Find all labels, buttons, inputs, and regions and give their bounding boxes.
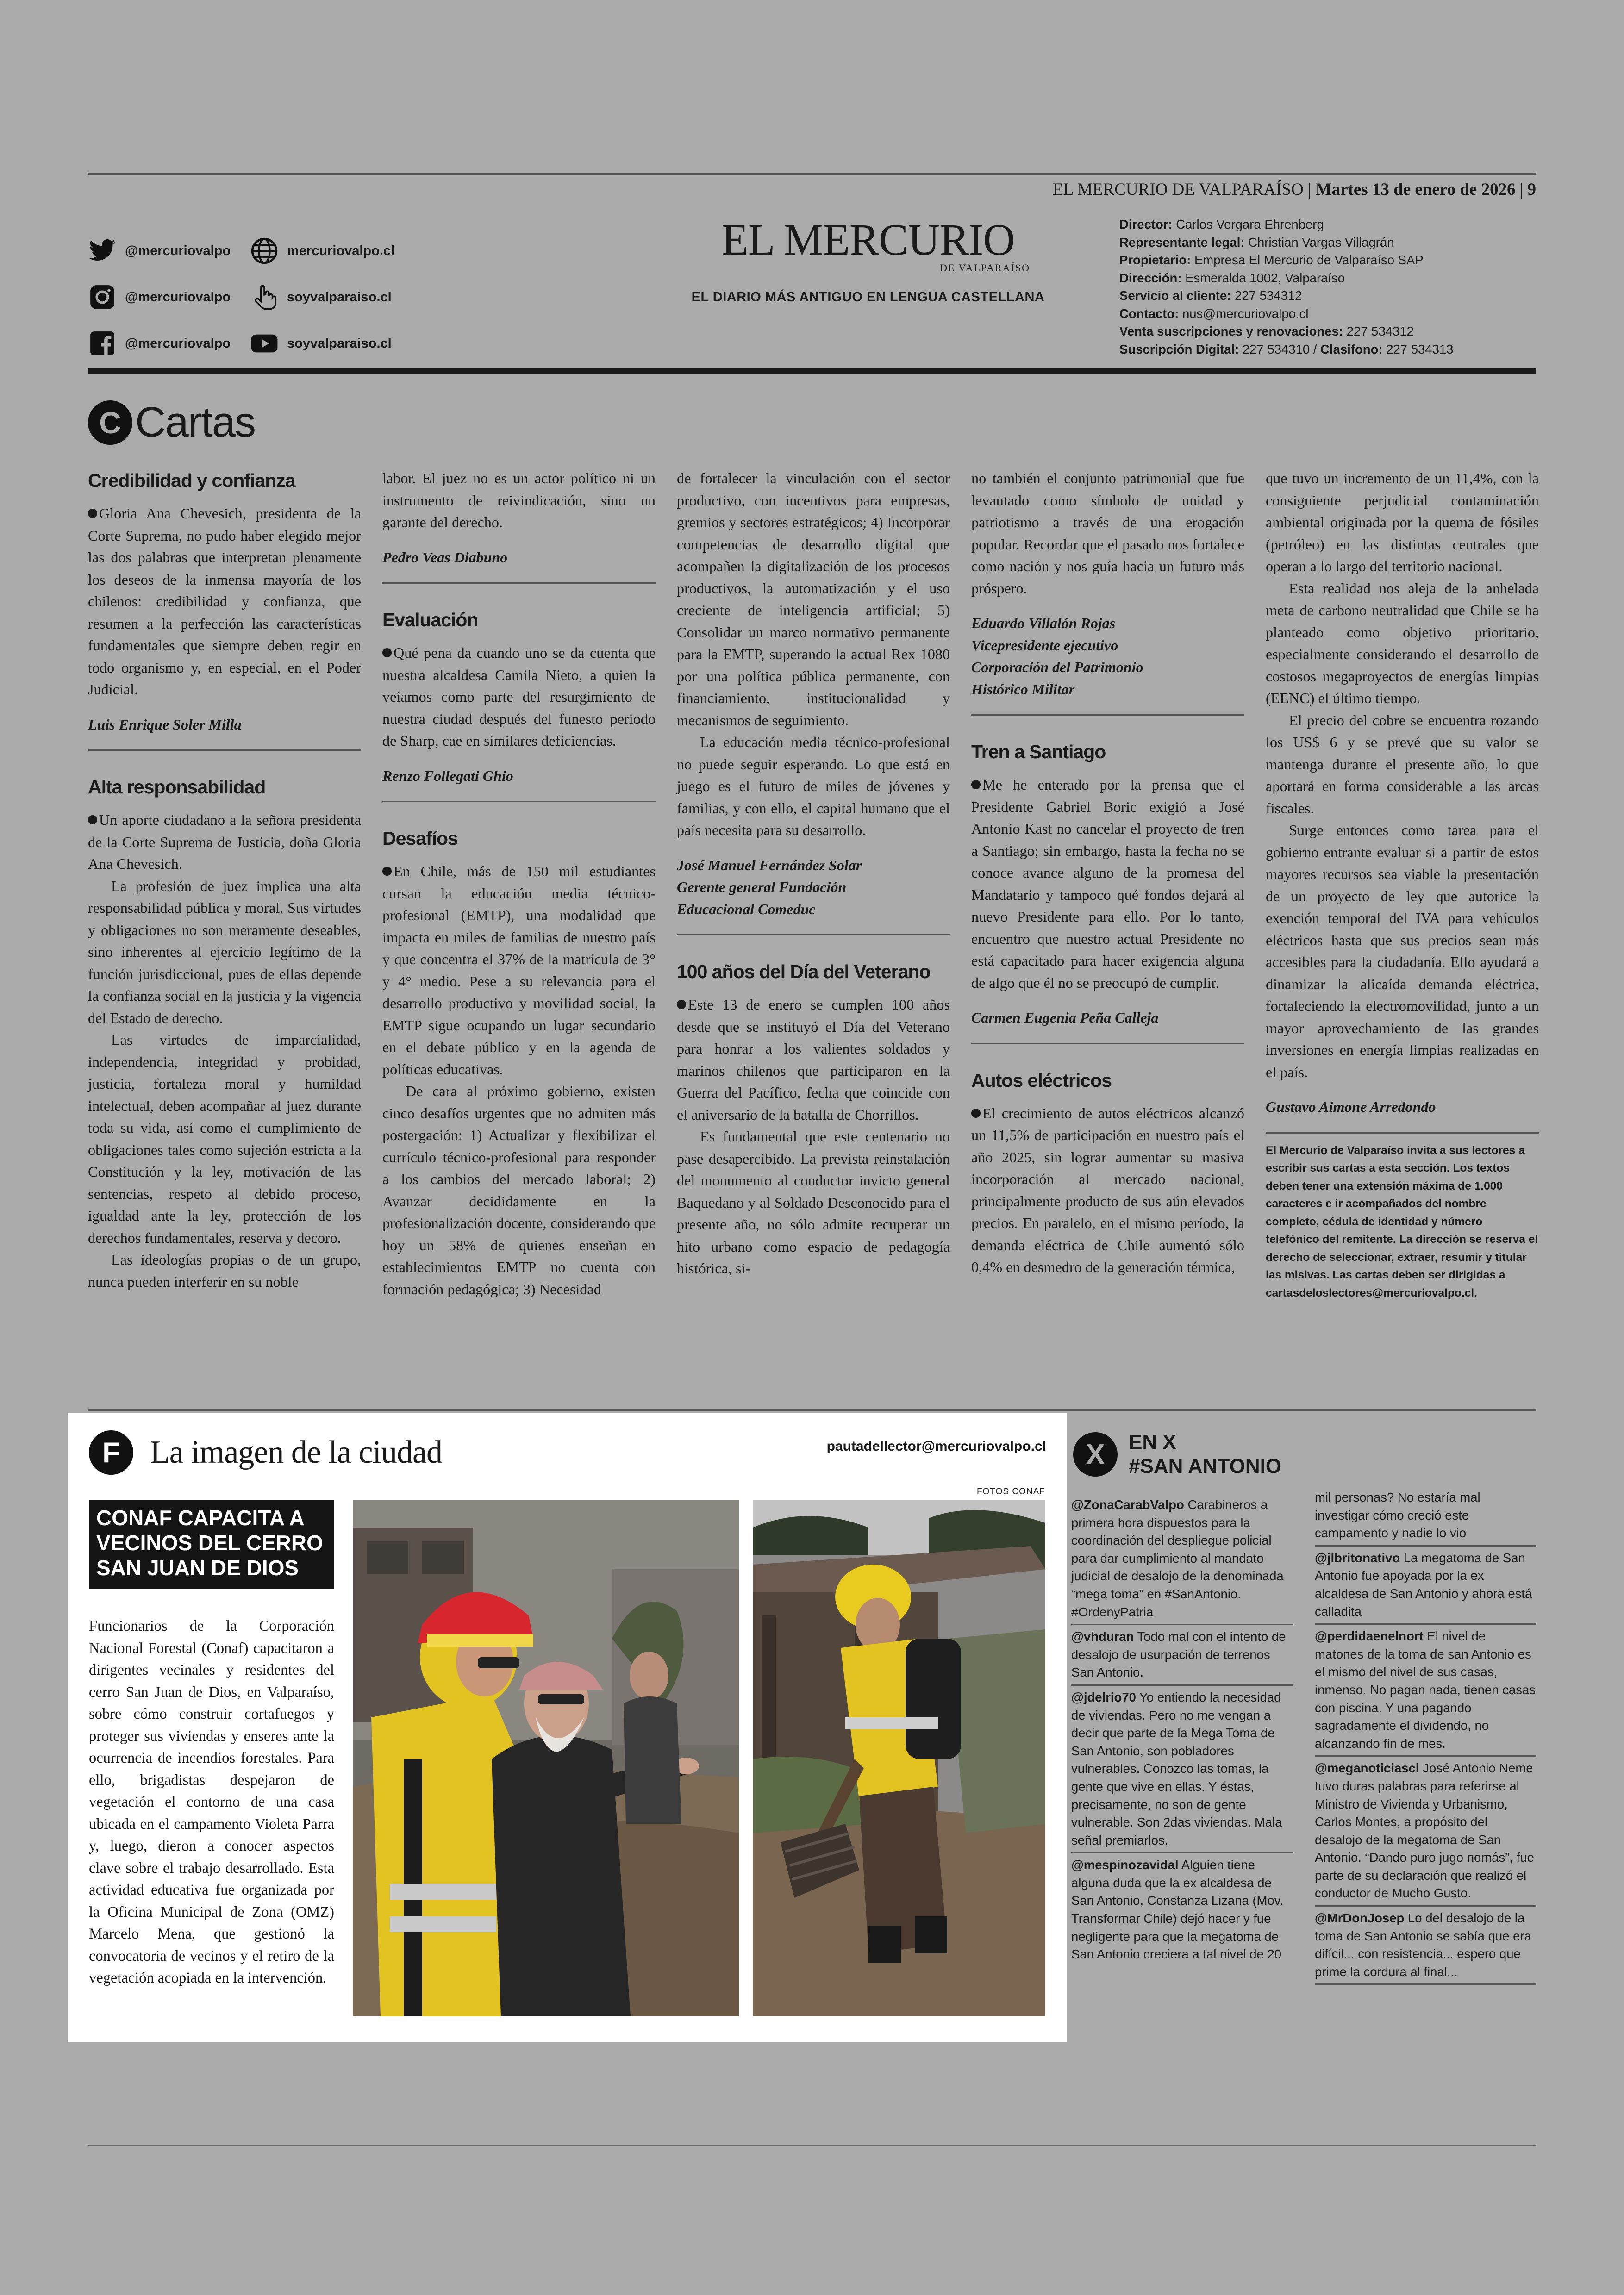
tweet: @MrDonJosep Lo del desalojo de la toma de San Antonio se sabía que era difícil... con resistencia... espero que prime la cordura al final... <box>1315 1909 1536 1985</box>
divider <box>88 749 361 751</box>
bullet-icon <box>382 867 392 876</box>
section-title: Cartas <box>135 399 255 446</box>
bullet-icon <box>88 815 97 824</box>
tweets-column-right <box>1315 1489 1536 1988</box>
column-3: de fortalecer la vinculación con el sector productivo, con incentivos para empresas, gremios y sectores estratégicos; 4) Incorporar competencias de desarrollo digital que acompañen la digitalización de los procesos productivos, la automatización y el uso creciente de inteligencia artificial; 5) Consolidar un marco normativo permanente para la EMTP, superando la actual Rex 1080 por una política pública permanente, con financiamiento, institucionalidad y mecanismos de seguimiento. La educación media técnico-profesional no puede seguir esperando. Lo que está en juego es el futuro de miles de jóvenes y familias, y con ello, el capital humano que el país necesita para su desarrollo. José Manuel Fernández Solar Gerente general Fundación Educacional Comeduc 100 años del Día del Veterano Este 13 de enero se cumplen 100 años desde que se instituyó el Día del Veterano para honrar a los valientes soldados y marinos chilenos que participaron en la Guerra del Pacífico, fecha que coincide con el aniversario de la batalla de Chorrillos. Es fundamental que este centenario no pase desapercibido. La prevista reinstalación del monumento al conductor invicto general Baquedano y al Soldado Desconocido para el presente año, no sólo admite recuperar un hito urbano como espacio de pedagogía histórica, si- <box>677 470 950 1277</box>
facebook-link[interactable]: @mercuriovalpo <box>88 329 250 358</box>
tweet: @vhduran Todo mal con el intento de desalojo de usurpación de terrenos San Antonio. <box>1071 1628 1293 1686</box>
letter-title: Credibilidad y confianza <box>88 470 295 491</box>
tweet: mil personas? No estaría mal investigar cómo creció este campamento y nadie lo vio <box>1315 1489 1536 1547</box>
x-section-hashtag: #SAN ANTONIO <box>1129 1455 1282 1478</box>
x-section-heading <box>1073 1430 1281 1478</box>
bottom-rule <box>88 2145 1536 2146</box>
page-number: 9 <box>1527 180 1536 199</box>
social-links <box>88 228 412 367</box>
instagram-icon <box>88 283 117 312</box>
section-badge: C <box>88 400 132 445</box>
logo-subtitle: DE VALPARAÍSO <box>940 262 1030 274</box>
twitter-link[interactable]: @mercuriovalpo <box>88 237 250 265</box>
tweet-user[interactable]: @vhduran <box>1071 1629 1134 1644</box>
photo-brigadistas-conversation <box>353 1500 739 2016</box>
divider <box>1266 1132 1539 1134</box>
tweet: @ZonaCarabValpo Carabineros a primera hora dispuestos para la coordinación del despliegue policial para dar cumplimiento al mandato judicial de desalojo de la denominada “mega toma” en #SanAntonio. #OrdenyPatria <box>1071 1496 1293 1625</box>
column-2: labor. El juez no es un actor político ni un instrumento de reivindicación, sino un garante del derecho. Pedro Veas Diabuno Evaluación Qué pena da cuando uno se da cuenta que nuestra alcaldesa Camila Nieto, a quien la veíamos como parte del resurgimiento de nuestra ciudad después del funesto periodo de Sharp, cae en similares deficiencias. Renzo Follegati Ghio Desafíos En Chile, más de 150 mil estudiantes cursan la educación media técnico-profesional (EMTP), una modalidad que impacta en miles de familias de nuestro país y que concentra el 37% de la matrícula de 3° y 4° medio. Pese a su relevancia para el desarrollo productivo y movilidad social, la EMTP sigue ocupando un lugar secundario en el debate público y en la agenda de políticas educativas. De cara al próximo gobierno, existen cinco desafíos urgentes que no admiten más postergación: 1) Actualizar y flexibilizar el currículo técnico-profesional para responder a los cambios del mercado laboral; 2) Avanzar decididamente en la profesionalización docente, considerando que hoy un 58% de quienes enseñan en establecimientos EMTP no cuenta con formación pedagógica; 3) Necesidad <box>382 470 656 1297</box>
tweet: @meganoticiascl José Antonio Neme tuvo duras palabras para referirse al Ministro de Vivienda y Urbanismo, Carlos Montes, a propósito del desalojo de la megatoma de San Antonio. “Dando puro jugo nomás”, fue parte de su declaración que realizó el conductor de Mucho Gusto. <box>1315 1759 1536 1907</box>
photo-credit: FOTOS CONAF <box>977 1487 1045 1497</box>
globe-icon <box>250 237 279 265</box>
bullet-icon <box>971 1109 981 1118</box>
news-body: Funcionarios de la Corporación Nacional Forestal (Conaf) capacitaron a dirigentes vecinales y residentes del cerro San Juan de Dios, en Valparaíso, sobre cómo construir cortafuegos y proteger sus viviendas y enseres ante la ocurrencia de incendios forestales. Para ello, brigadistas despejaron de vegetación el contorno de una casa ubicada en el campamento Violeta Parra y, luego, dieron a conocer aspectos clave sobre el trabajo desarrollado. Esta actividad educativa fue organizada por la Oficina Municipal de Zona (OMZ) Marcelo Mena, que gestionó la convocatoria de vecinos y el retiro de la vegetación acopiada en la intervención. <box>89 1618 334 1986</box>
reader-email-link[interactable]: pautadellector@mercuriovalpo.cl <box>826 1439 1046 1454</box>
tweet-user[interactable]: @jlbritonativo <box>1315 1550 1400 1565</box>
letter-title: Tren a Santiago <box>971 741 1106 762</box>
tagline: EL DIARIO MÁS ANTIGUO EN LENGUA CASTELLANA <box>691 290 1045 305</box>
header-thick-rule <box>88 368 1536 374</box>
divider <box>971 1043 1244 1044</box>
city-image-heading <box>89 1430 442 1475</box>
newspaper-name: EL MERCURIO DE VALPARAÍSO <box>1053 180 1304 199</box>
tweet: @jlbritonativo La megatoma de San Antonio fue apoyada por la ex alcaldesa de San Antonio y ahora está calladita <box>1315 1549 1536 1625</box>
column-5: que tuvo un incremento de un 11,4%, con la consiguiente perjudicial contaminación ambiental originada por la quema de fósiles (petróleo) en las distintas centrales que operan a lo largo del territorio nacional. Esta realidad nos aleja de la anhelada meta de carbono neutralidad que Chile se ha planteado como objetivo prioritario, especialmente considerando el desarrollo de costosos megaproyectos de energías limpias (EENC) el último tiempo. El precio del cobre se encuentra rozando los US$ 6 y se prevé que su valor se mantenga durante el presente año, lo que aportará en forma considerable a las arcas fiscales. Surge entonces como tarea para el gobierno entrante evaluar si a partir de estos mayores recursos sea viable la presentación de un proyecto de ley que autorice la exención temporal del IVA para vehículos eléctricos hasta que sus precios sean más accesibles para la ciudadanía. Ello ayudará a dinamizar la alicaída demanda eléctrica, fortaleciendo la electromovilidad, junto a un mayor aprovechamiento de las grandes inversiones en energía limpias realizadas en el país. Gustavo Aimone Arredondo El Mercurio de Valparaíso invita a sus lectores a escribir sus cartas a esta sección. Los textos deben tener una extensión máxima de 1.000 caracteres e ir acompañados del nombre completo, cédula de identidad y número telefónico del remitente. La dirección se reserva el derecho de seleccionar, extraer, resumir y titular las misivas. Las cartas deben ser dirigidas a cartasdeloslectores@mercuriovalpo.cl. <box>1266 468 1539 1302</box>
letter-signature: Pedro Veas Diabuno <box>382 549 508 566</box>
section-divider <box>88 1409 1536 1411</box>
masthead <box>625 215 1111 305</box>
tweet-user[interactable]: @ZonaCarabValpo <box>1071 1497 1184 1512</box>
issue-date: Martes 13 de enero de 2026 <box>1315 180 1516 199</box>
youtube-link[interactable]: soyvalparaiso.cl <box>250 329 412 358</box>
letter-title: Evaluación <box>382 609 478 630</box>
city-image-title: La imagen de la ciudad <box>150 1434 443 1470</box>
bullet-icon <box>677 1000 686 1009</box>
youtube-icon <box>250 329 279 358</box>
tweet-user[interactable]: @jdelrio70 <box>1071 1690 1136 1704</box>
letter-signature: Eduardo Villalón Rojas Vicepresidente ejecutivo Corporación del Patrimonio Histórico Militar <box>971 615 1143 698</box>
news-headline: CONAF CAPACITA A VECINOS DEL CERRO SAN JUAN DE DIOS <box>89 1500 334 1589</box>
soyvalparaiso-link[interactable]: soyvalparaiso.cl <box>250 283 412 312</box>
letter-signature: Carmen Eugenia Peña Calleja <box>971 1009 1159 1026</box>
divider <box>382 801 656 802</box>
divider <box>677 934 950 935</box>
top-rule <box>88 173 1536 175</box>
tweet-user[interactable]: @meganoticiascl <box>1315 1761 1419 1776</box>
column-4: no también el conjunto patrimonial que fue levantado como símbolo de unidad y patriotismo a través de una erogación popular. Recordar que el pasado nos fortalece como nación y nos guía hacia un futuro más próspero. Eduardo Villalón Rojas Vicepresidente ejecutivo Corporación del Patrimonio Histórico Militar Tren a Santiago Me he enterado por la prensa que el Presidente Gabriel Boric exigió a José Antonio Kast no cancelar el proyecto de tren a Santiago; sin embargo, hasta la fecha no se conoce avance alguno de la promesa del Mandatario y tampoco qué fondos dejará al nuevo Presidente para ello. Por lo tanto, encuentro que nuestro actual Presidente no está capacitado para hacer exigencia alguna de algo que él no se preocupó de cumplir. Carmen Eugenia Peña Calleja Autos eléctricos El crecimiento de autos eléctricos alcanzó un 11,5% de participación en nuestro país el año 2025, sin lograr aumentar su masiva incorporación al mercado nacional, principalmente producto de sus aún elevados precios. En paralelo, en el mismo período, la demanda eléctrica de Chile aumentó sólo 0,4% en desmedro de la generación térmica, <box>971 470 1244 1275</box>
tweet-user[interactable]: @mespinozavidal <box>1071 1858 1179 1872</box>
letter-title: Alta responsabilidad <box>88 776 266 798</box>
imprint: Director: Carlos Vergara Ehrenberg Representante legal: Christian Vargas Villagrán Propietario: Empresa El Mercurio de Valparaíso SAP Dirección: Esmeralda 1002, Valparaíso Servicio al cliente: 227 534312 Contacto: nus@mercuriovalpo.cl Venta suscripciones y renovaciones: 227 534312 Suscripción Digital: 227 534310 / Clasifono: 227 534313 <box>1119 217 1454 356</box>
instagram-link[interactable]: @mercuriovalpo <box>88 283 250 312</box>
tweets-column-left <box>1071 1496 1293 1964</box>
city-image-badge: F <box>89 1430 133 1475</box>
section-heading <box>88 398 255 447</box>
tweet: @jdelrio70 Yo entiendo la necesidad de viviendas. Pero no me vengan a decir que parte de la Mega Toma de San Antonio, son pobladores vulnerables. Conozco las tomas, la gente que vive en ellas. Y éstas, precisamente, no son de gente vulnerable. Son 2das viviendas. Mala señal premiarlos. <box>1071 1689 1293 1853</box>
pointer-hand-icon <box>250 283 279 312</box>
bullet-icon <box>971 780 981 789</box>
x-section-title: EN X <box>1129 1431 1176 1453</box>
reader-invitation: El Mercurio de Valparaíso invita a sus lectores a escribir sus cartas a esta sección. Los textos deben tener una extensión máxima de 1.000 caracteres e ir acompañados del nombre completo, cédula de identidad y número telefónico del remitente. La dirección se reserva el derecho de seleccionar, extraer, resumir y titular las misivas. Las cartas deben ser dirigidas a cartasdeloslectores@mercuriovalpo.cl. <box>1266 1144 1538 1299</box>
letter-signature: José Manuel Fernández Solar Gerente general Fundación Educacional Comeduc <box>677 856 862 917</box>
twitter-icon <box>88 237 117 265</box>
tweet: @mespinozavidal Alguien tiene alguna duda que la ex alcaldesa de San Antonio, Constanza Lizana (Mov. Transformar Chile) dejó hacer y fue negligente para que la megatoma de San Antonio creciera a tal nivel de 20 <box>1071 1858 1284 1962</box>
bullet-icon <box>382 648 392 657</box>
tweet-user[interactable]: @MrDonJosep <box>1315 1911 1405 1926</box>
x-logo-icon: X <box>1073 1432 1118 1477</box>
divider <box>971 714 1244 716</box>
letter-title: Desafíos <box>382 828 458 849</box>
facebook-icon <box>88 329 117 358</box>
column-1: Credibilidad y confianza Gloria Ana Chevesich, presidenta de la Corte Suprema, no pudo haber elegido mejor las dos palabras que interpretan plenamente los deseos de la inmensa mayoría de los chilenos: credibilidad y confianza, que resumen a la perfección las características fundamentales que siempre deben regir en todo organismo y, en especial, en el Poder Judicial. Luis Enrique Soler Milla Alta responsabilidad Un aporte ciudadano a la señora presidenta de la Corte Suprema de Justicia, doña Gloria Ana Chevesich. La profesión de juez implica una alta responsabilidad pública y moral. Sus virtudes y obligaciones no son meramente deseables, sino inherentes al ejercicio legítimo de la función jurisdiccional, pues de ellas depende la confianza social en la justicia y la vigencia del Estado de derecho. Las virtudes de imparcialidad, independencia, integridad y probidad, justicia, fortaleza moral y humildad intelectual, deben acompañar al juez durante toda su vida, así como el cumplimiento de obligaciones tales como sujeción estricta a la Constitución y la ley, motivación de las sentencias, respeto al debido proceso, igualdad ante la ley, protección de los derechos fundamentales, reserva y decoro. Las ideologías propias o de un grupo, nunca pueden interferir en su noble <box>88 468 361 1293</box>
tweet-user[interactable]: @perdidaenelnort <box>1315 1629 1424 1644</box>
bullet-icon <box>88 509 97 518</box>
photo-brigadista-digging <box>753 1500 1045 2016</box>
letter-title: Autos eléctricos <box>971 1069 1112 1091</box>
dateline: EL MERCURIO DE VALPARAÍSO | Martes 13 de enero de 2026 | 9 <box>1053 180 1536 199</box>
letter-signature: Gustavo Aimone Arredondo <box>1266 1098 1436 1115</box>
tweet: @perdidaenelnort El nivel de matones de la toma de san Antonio es el mismo del nivel de sus casas, inmenso. No pagan nada, tienen casas con piscina. Y una pagando sagradamente el dividendo, no alcanzando fin de mes. <box>1315 1628 1536 1757</box>
newspaper-logo: EL MERCURIO <box>721 215 1015 264</box>
divider <box>382 582 656 584</box>
letter-signature: Luis Enrique Soler Milla <box>88 716 242 733</box>
website-link[interactable]: mercuriovalpo.cl <box>250 237 412 265</box>
letter-title: 100 años del Día del Veterano <box>677 961 931 982</box>
letter-signature: Renzo Follegati Ghio <box>382 767 513 784</box>
